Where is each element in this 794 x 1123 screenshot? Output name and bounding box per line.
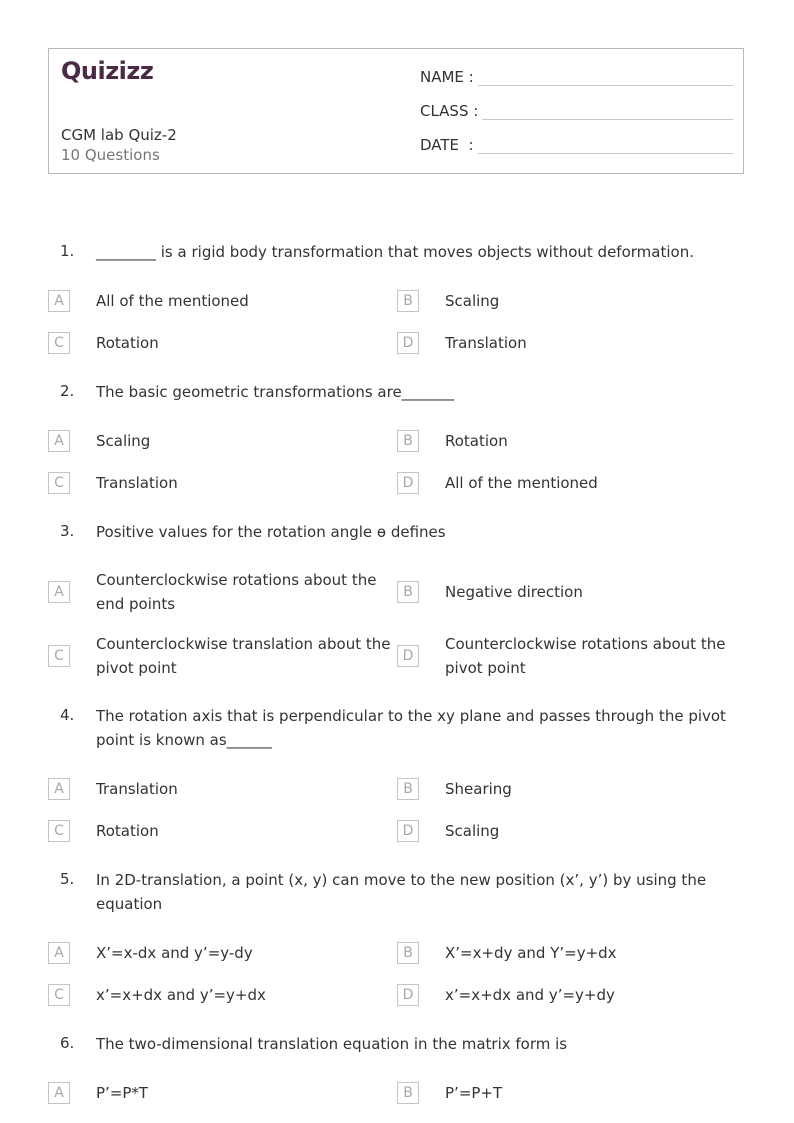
- option-letter: A: [48, 778, 70, 800]
- option-c-text: Counterclockwise translation about the pivot point: [96, 635, 391, 677]
- option-letter: A: [48, 290, 70, 312]
- option-b[interactable]: [397, 430, 419, 452]
- option-d[interactable]: [397, 820, 419, 842]
- option-a[interactable]: [48, 942, 70, 964]
- option-a-text: X’=x-dx and y’=y-dy: [96, 944, 253, 962]
- name-field: [420, 67, 733, 86]
- option-letter: C: [48, 472, 70, 494]
- option-c-text: x’=x+dx and y’=y+dx: [96, 986, 266, 1004]
- class-field: [420, 101, 733, 120]
- name-label: NAME :: [420, 68, 474, 86]
- option-d-text: Translation: [445, 334, 527, 352]
- question-text: Positive values for the rotation angle ө defines: [96, 523, 446, 541]
- option-d-text: All of the mentioned: [445, 474, 598, 492]
- option-a-text: Translation: [96, 780, 178, 798]
- option-b-text: Rotation: [445, 432, 508, 450]
- option-a[interactable]: [48, 1082, 70, 1104]
- option-c[interactable]: [48, 332, 70, 354]
- option-b[interactable]: [397, 1082, 419, 1104]
- option-b-text: Shearing: [445, 780, 512, 798]
- option-letter: A: [48, 942, 70, 964]
- option-letter: A: [48, 1082, 70, 1104]
- option-b-text: P’=P+T: [445, 1084, 503, 1102]
- option-c[interactable]: [48, 820, 70, 842]
- option-d[interactable]: [397, 645, 419, 667]
- question-number: 1.: [60, 242, 75, 260]
- option-b[interactable]: [397, 290, 419, 312]
- option-letter: C: [48, 984, 70, 1006]
- option-a-text: Counterclockwise rotations about the end points: [96, 571, 377, 613]
- option-b[interactable]: [397, 581, 419, 603]
- question-number: 2.: [60, 382, 75, 400]
- option-letter: B: [397, 581, 419, 603]
- option-letter: C: [48, 645, 70, 667]
- option-a[interactable]: [48, 778, 70, 800]
- date-field: [420, 135, 733, 154]
- question-number: 5.: [60, 870, 75, 888]
- option-letter: D: [397, 472, 419, 494]
- option-d-text: x’=x+dx and y’=y+dy: [445, 986, 615, 1004]
- question-number: 6.: [60, 1034, 75, 1052]
- option-d[interactable]: [397, 472, 419, 494]
- option-letter: B: [397, 942, 419, 964]
- option-letter: B: [397, 290, 419, 312]
- option-c-text: Rotation: [96, 334, 159, 352]
- option-letter: C: [48, 332, 70, 354]
- option-letter: D: [397, 332, 419, 354]
- option-b[interactable]: [397, 942, 419, 964]
- option-letter: B: [397, 778, 419, 800]
- option-d[interactable]: [397, 984, 419, 1006]
- option-letter: D: [397, 820, 419, 842]
- option-c-text: Translation: [96, 474, 178, 492]
- option-letter: A: [48, 581, 70, 603]
- option-a-text: All of the mentioned: [96, 292, 249, 310]
- question-number: 3.: [60, 522, 75, 540]
- option-letter: B: [397, 430, 419, 452]
- question-text: The two-dimensional translation equation in the matrix form is: [96, 1035, 568, 1053]
- option-letter: C: [48, 820, 70, 842]
- option-b-text: Negative direction: [445, 583, 583, 601]
- question-number: 4.: [60, 706, 75, 724]
- option-letter: B: [397, 1082, 419, 1104]
- option-b-text: X’=x+dy and Y’=y+dx: [445, 944, 617, 962]
- class-label: CLASS :: [420, 102, 479, 120]
- option-d-text: Counterclockwise rotations about the pivot point: [445, 635, 726, 677]
- option-b-text: Scaling: [445, 292, 500, 310]
- option-d[interactable]: [397, 332, 419, 354]
- date-label: DATE :: [420, 136, 474, 154]
- option-c[interactable]: [48, 472, 70, 494]
- question-text: In 2D-translation, a point (x, y) can move to the new position (x’, y’) by using the equation: [96, 871, 707, 913]
- option-letter: D: [397, 645, 419, 667]
- option-c[interactable]: [48, 984, 70, 1006]
- option-a-text: P’=P*T: [96, 1084, 149, 1102]
- option-a[interactable]: [48, 581, 70, 603]
- name-line: [478, 67, 733, 86]
- quizizz-logo: Quizizz: [61, 57, 154, 85]
- option-a-text: Scaling: [96, 432, 151, 450]
- question-text: The rotation axis that is perpendicular to the xy plane and passes through the pivot point is known as______: [96, 707, 726, 749]
- option-a[interactable]: [48, 290, 70, 312]
- question-text: The basic geometric transformations are_______: [96, 383, 455, 401]
- worksheet-header: [48, 48, 744, 174]
- class-line: [482, 101, 733, 120]
- question-count: 10 Questions: [61, 146, 160, 164]
- option-a[interactable]: [48, 430, 70, 452]
- question-text: ________ is a rigid body transformation that moves objects without deformation.: [96, 243, 694, 261]
- option-letter: D: [397, 984, 419, 1006]
- option-d-text: Scaling: [445, 822, 500, 840]
- option-c[interactable]: [48, 645, 70, 667]
- quiz-title: CGM lab Quiz-2: [61, 126, 177, 144]
- option-c-text: Rotation: [96, 822, 159, 840]
- option-letter: A: [48, 430, 70, 452]
- date-line: [478, 135, 733, 154]
- option-b[interactable]: [397, 778, 419, 800]
